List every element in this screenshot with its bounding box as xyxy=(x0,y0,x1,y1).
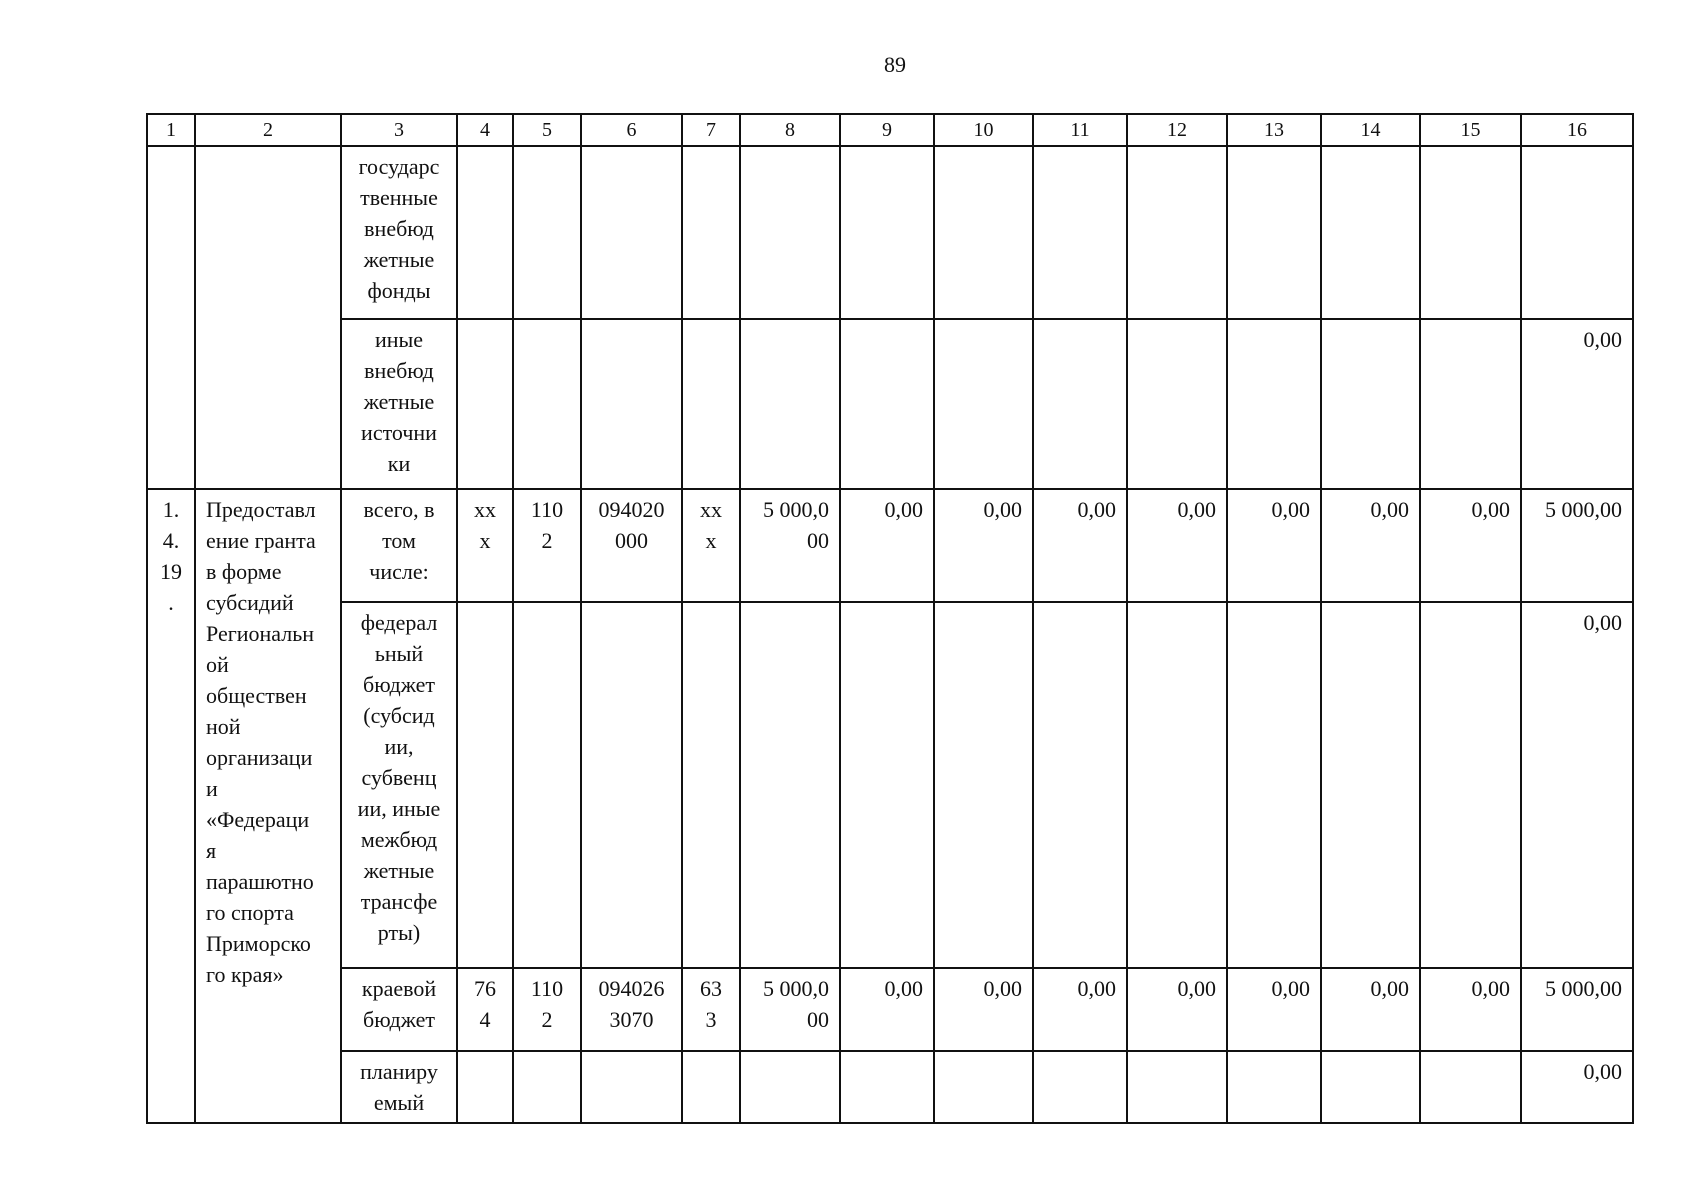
table-cell xyxy=(1420,1051,1521,1123)
amount-cell: 0,00 xyxy=(840,489,934,602)
table-cell xyxy=(457,146,513,319)
funding-source-cell: краевой бюджет xyxy=(341,968,457,1051)
code-cell: 76 4 xyxy=(457,968,513,1051)
header-cell: 10 xyxy=(934,114,1033,146)
header-cell: 2 xyxy=(195,114,341,146)
amount-cell: 0,00 xyxy=(1321,489,1420,602)
table-cell xyxy=(1127,602,1227,968)
header-row xyxy=(147,114,1633,146)
table-cell xyxy=(682,602,740,968)
header-cell: 15 xyxy=(1420,114,1521,146)
table-cell xyxy=(513,602,581,968)
funding-source-cell: планиру емый xyxy=(341,1051,457,1123)
table-cell xyxy=(682,319,740,489)
item-index: 1. 4. 19 . xyxy=(147,489,195,1123)
amount-cell: 5 000,00 xyxy=(1521,968,1633,1051)
code-cell: 094020 000 xyxy=(581,489,682,602)
code-cell: хх х xyxy=(457,489,513,602)
table-row xyxy=(147,146,1633,319)
table-cell xyxy=(1227,602,1321,968)
header-cell: 14 xyxy=(1321,114,1420,146)
table-cell xyxy=(457,319,513,489)
table-cell xyxy=(581,1051,682,1123)
table-cell xyxy=(934,1051,1033,1123)
amount-cell: 5 000,00 xyxy=(1521,489,1633,602)
table-row xyxy=(147,968,1633,1051)
amount-cell: 0,00 xyxy=(1227,489,1321,602)
table-cell xyxy=(1420,602,1521,968)
amount-cell: 0,00 xyxy=(1127,489,1227,602)
table-cell xyxy=(195,146,341,489)
table-cell xyxy=(682,1051,740,1123)
funding-source-cell: иные внебюд жетные источни ки xyxy=(341,319,457,489)
code-cell: 63 3 xyxy=(682,968,740,1051)
table-row xyxy=(147,1051,1633,1123)
header-cell: 16 xyxy=(1521,114,1633,146)
header-cell: 11 xyxy=(1033,114,1127,146)
amount-cell: 0,00 xyxy=(1321,968,1420,1051)
table-cell xyxy=(513,1051,581,1123)
table-cell xyxy=(840,146,934,319)
table-cell xyxy=(457,602,513,968)
amount-cell: 0,00 xyxy=(1521,602,1633,968)
header-cell: 4 xyxy=(457,114,513,146)
code-cell: 094026 3070 xyxy=(581,968,682,1051)
table-row xyxy=(147,489,1633,602)
table-cell xyxy=(581,602,682,968)
table-cell xyxy=(1420,319,1521,489)
table-cell xyxy=(1420,146,1521,319)
table-cell xyxy=(513,146,581,319)
table-cell xyxy=(934,146,1033,319)
page-number: 89 xyxy=(884,52,906,77)
table-cell xyxy=(1033,319,1127,489)
table-cell xyxy=(1033,146,1127,319)
table-cell xyxy=(1321,1051,1420,1123)
amount-cell: 0,00 xyxy=(1521,319,1633,489)
table-cell xyxy=(1321,319,1420,489)
amount-cell: 0,00 xyxy=(1127,968,1227,1051)
table-cell xyxy=(1321,602,1420,968)
header-cell: 8 xyxy=(740,114,840,146)
table-cell xyxy=(1127,146,1227,319)
table-cell xyxy=(740,319,840,489)
amount-cell: 0,00 xyxy=(1521,1051,1633,1123)
table-cell xyxy=(934,602,1033,968)
table-cell xyxy=(740,146,840,319)
table-cell xyxy=(1127,1051,1227,1123)
table-cell xyxy=(840,1051,934,1123)
header-cell: 1 xyxy=(147,114,195,146)
budget-table xyxy=(146,113,1634,1124)
table-cell xyxy=(682,146,740,319)
table-cell xyxy=(581,319,682,489)
table-cell xyxy=(457,1051,513,1123)
header-cell: 5 xyxy=(513,114,581,146)
table-cell xyxy=(1033,1051,1127,1123)
amount-cell xyxy=(1521,146,1633,319)
table-row xyxy=(147,319,1633,489)
amount-cell: 0,00 xyxy=(1033,489,1127,602)
table-cell xyxy=(840,319,934,489)
table-cell xyxy=(1227,319,1321,489)
code-cell: хх х xyxy=(682,489,740,602)
table-cell xyxy=(1033,602,1127,968)
table-cell xyxy=(934,319,1033,489)
table-cell xyxy=(1127,319,1227,489)
header-cell: 7 xyxy=(682,114,740,146)
amount-cell: 0,00 xyxy=(1420,968,1521,1051)
amount-cell: 5 000,0 00 xyxy=(740,489,840,602)
header-cell: 3 xyxy=(341,114,457,146)
header-cell: 12 xyxy=(1127,114,1227,146)
table-cell xyxy=(740,1051,840,1123)
code-cell: 110 2 xyxy=(513,968,581,1051)
amount-cell: 0,00 xyxy=(1420,489,1521,602)
table-cell xyxy=(840,602,934,968)
item-description: Предоставл ение гранта в форме субсидий Региональн ой обществен ной организаци и «Федераци я парашютно го спорта Приморско го края» xyxy=(195,489,341,1123)
funding-source-cell: федерал ьный бюджет (субсид ии, субвенц ии, иные межбюд жетные трансфе рты) xyxy=(341,602,457,968)
amount-cell: 0,00 xyxy=(934,968,1033,1051)
funding-source-cell: всего, в том числе: xyxy=(341,489,457,602)
code-cell: 110 2 xyxy=(513,489,581,602)
table-cell xyxy=(581,146,682,319)
table-cell xyxy=(1227,1051,1321,1123)
header-cell: 13 xyxy=(1227,114,1321,146)
header-cell: 9 xyxy=(840,114,934,146)
amount-cell: 0,00 xyxy=(840,968,934,1051)
header-cell: 6 xyxy=(581,114,682,146)
table-cell xyxy=(147,146,195,489)
table-cell xyxy=(1321,146,1420,319)
table-row xyxy=(147,602,1633,968)
funding-source-cell: государс твенные внебюд жетные фонды xyxy=(341,146,457,319)
amount-cell: 0,00 xyxy=(934,489,1033,602)
table-cell xyxy=(1227,146,1321,319)
table-cell xyxy=(740,602,840,968)
table-cell xyxy=(513,319,581,489)
amount-cell: 0,00 xyxy=(1227,968,1321,1051)
amount-cell: 5 000,0 00 xyxy=(740,968,840,1051)
amount-cell: 0,00 xyxy=(1033,968,1127,1051)
